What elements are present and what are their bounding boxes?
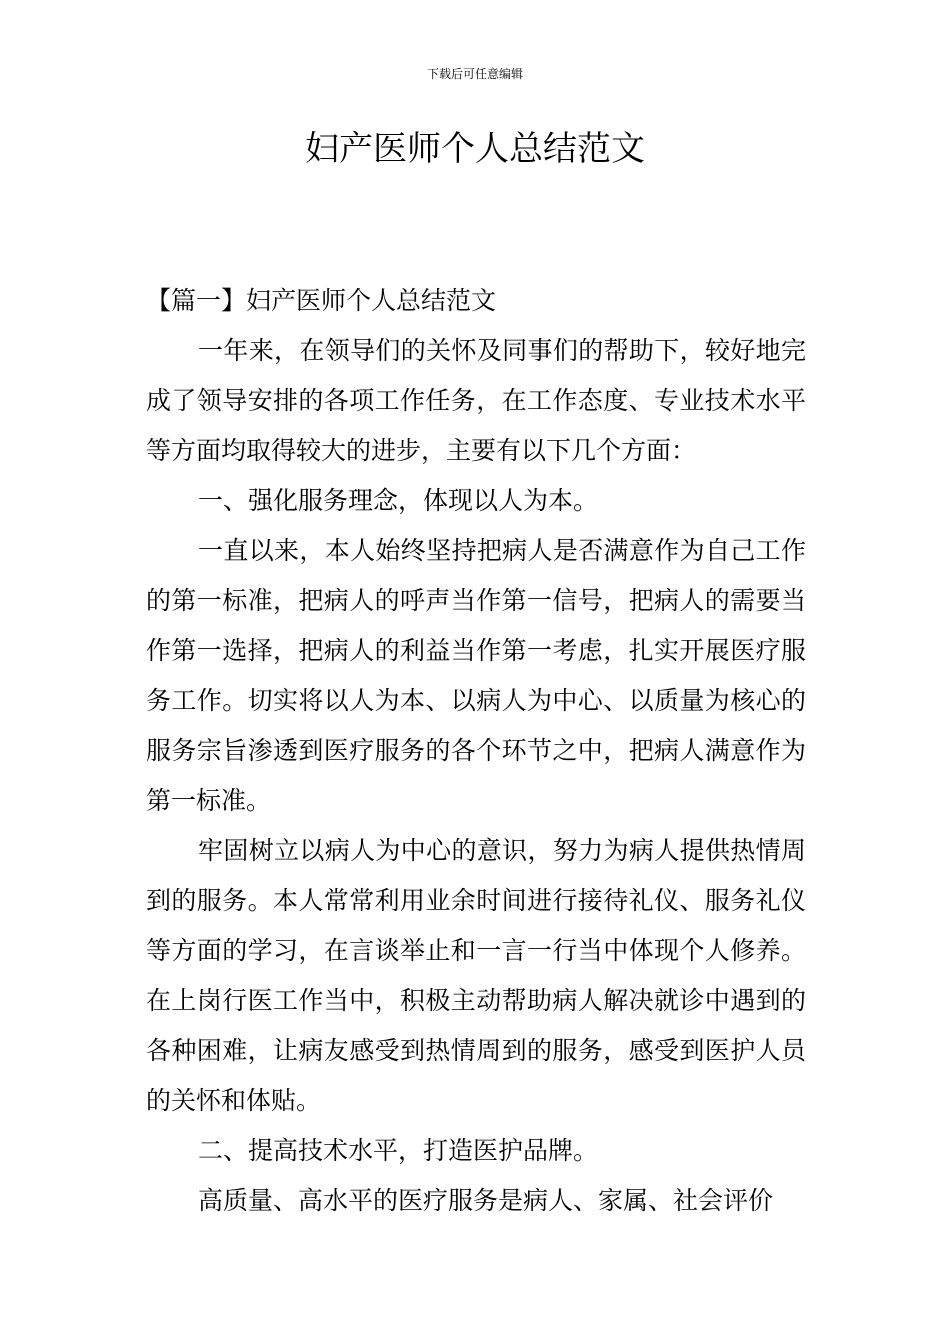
heading-1: 一、强化服务理念，体现以人为本。 <box>198 486 599 515</box>
section-label: 【篇一】妇产医师个人总结范文 <box>146 286 497 315</box>
page-title: 妇产医师个人总结范文 <box>305 129 645 169</box>
heading-2: 二、提高技术水平，打造医护品牌。 <box>198 1136 599 1165</box>
document-body <box>146 276 806 1226</box>
paragraph-1: 一年来，在领导们的关怀及同事们的帮助下，较好地完成了领导安排的各项工作任务，在工作态度、专业技术水平等方面均取得较大的进步，主要有以下几个方面： <box>146 336 806 465</box>
paragraph-3: 牢固树立以病人为中心的意识，努力为病人提供热情周到的服务。本人常常利用业余时间进行接待礼仪、服务礼仪等方面的学习，在言谈举止和一言一行当中体现个人修养。在上岗行医工作当中，积极主动帮助病人解决就诊中遇到的各种困难，让病友感受到热情周到的服务，感受到医护人员的关怀和体贴。 <box>146 836 806 1115</box>
header-note: 下载后可任意编辑 <box>426 67 523 81</box>
paragraph-4: 高质量、高水平的医疗服务是病人、家属、社会评价 <box>198 1186 774 1215</box>
paragraph-2: 一直以来，本人始终坚持把病人是否满意作为自己工作的第一标准，把病人的呼声当作第一信号，把病人的需要当作第一选择，把病人的利益当作第一考虑，扎实开展医疗服务工作。切实将以人为本、以病人为中心、以质量为核心的服务宗旨渗透到医疗服务的各个环节之中，把病人满意作为第一标准。 <box>146 536 806 815</box>
